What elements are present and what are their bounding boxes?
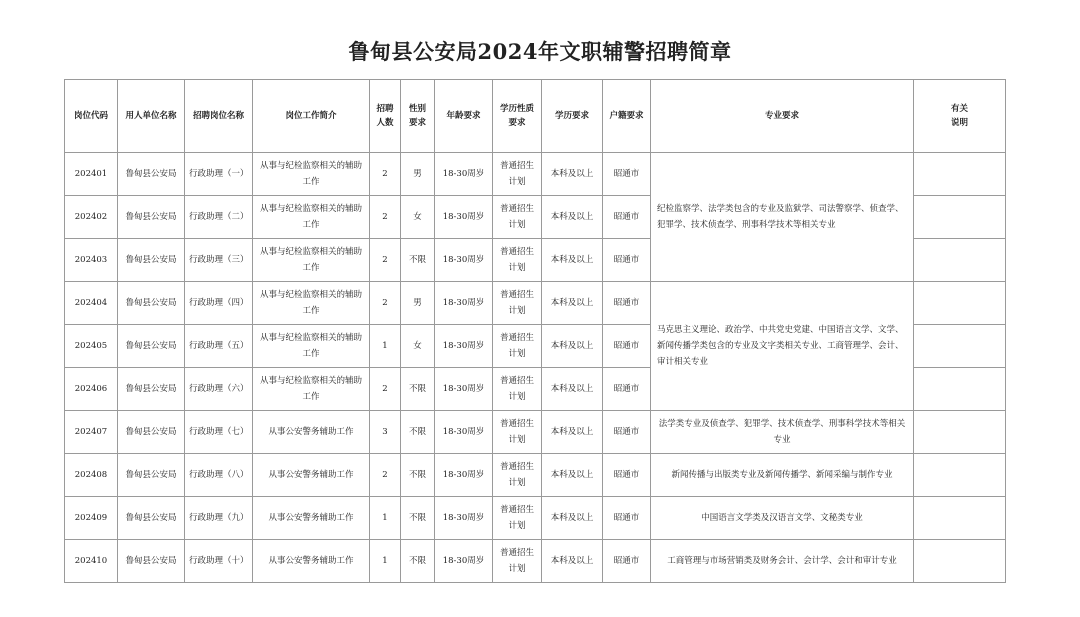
cell-count: 1	[370, 325, 401, 368]
cell-edu-type: 普通招生计划	[493, 196, 542, 239]
cell-gender: 不限	[401, 540, 435, 583]
cell-desc: 从事公安警务辅助工作	[253, 454, 370, 497]
header-edu-type-line1: 学历性质	[499, 104, 534, 114]
cell-code: 202409	[65, 497, 118, 540]
cell-position: 行政助理（八）	[185, 454, 253, 497]
cell-notes	[914, 153, 1006, 196]
cell-gender: 不限	[401, 239, 435, 282]
cell-desc: 从事公安警务辅助工作	[253, 411, 370, 454]
cell-edu-type: 普通招生计划	[493, 368, 542, 411]
cell-edu: 本科及以上	[542, 153, 603, 196]
cell-gender: 女	[401, 325, 435, 368]
cell-notes	[914, 454, 1006, 497]
cell-desc: 从事与纪检监察相关的辅助工作	[253, 282, 370, 325]
cell-code: 202403	[65, 239, 118, 282]
header-notes-line2: 说明	[950, 118, 968, 128]
cell-position: 行政助理（一）	[185, 153, 253, 196]
cell-hukou: 昭通市	[603, 540, 651, 583]
cell-age: 18-30周岁	[435, 325, 493, 368]
major-text-1: 纪检监察学、法学类包含的专业及监狱学、司法警察学、侦查学、犯罪学、技术侦查学、刑事科学技术等相关专业	[657, 204, 904, 230]
cell-count: 1	[370, 497, 401, 540]
cell-unit: 鲁甸县公安局	[118, 454, 185, 497]
cell-desc: 从事与纪检监察相关的辅助工作	[253, 239, 370, 282]
cell-hukou: 昭通市	[603, 325, 651, 368]
cell-edu-type: 普通招生计划	[493, 325, 542, 368]
cell-code: 202410	[65, 540, 118, 583]
cell-gender: 不限	[401, 454, 435, 497]
header-position: 招聘岗位名称	[185, 80, 253, 153]
cell-count: 2	[370, 196, 401, 239]
table-row	[65, 411, 1006, 454]
header-major: 专业要求	[651, 80, 914, 153]
cell-unit: 鲁甸县公安局	[118, 196, 185, 239]
cell-desc: 从事公安警务辅助工作	[253, 540, 370, 583]
cell-count: 3	[370, 411, 401, 454]
cell-code: 202401	[65, 153, 118, 196]
cell-desc: 从事与纪检监察相关的辅助工作	[253, 325, 370, 368]
major-text-5: 中国语言文学类及汉语言文学、文秘类专业	[701, 513, 863, 523]
cell-count: 2	[370, 454, 401, 497]
cell-hukou: 昭通市	[603, 239, 651, 282]
recruitment-table	[64, 79, 1006, 583]
header-gender	[401, 80, 435, 153]
cell-age: 18-30周岁	[435, 540, 493, 583]
cell-position: 行政助理（七）	[185, 411, 253, 454]
cell-edu: 本科及以上	[542, 540, 603, 583]
cell-notes	[914, 368, 1006, 411]
cell-edu: 本科及以上	[542, 497, 603, 540]
header-row	[65, 80, 1006, 153]
cell-edu-type: 普通招生计划	[493, 282, 542, 325]
cell-age: 18-30周岁	[435, 497, 493, 540]
cell-unit: 鲁甸县公安局	[118, 497, 185, 540]
header-desc: 岗位工作简介	[253, 80, 370, 153]
table-row	[65, 454, 1006, 497]
cell-hukou: 昭通市	[603, 368, 651, 411]
cell-hukou: 昭通市	[603, 282, 651, 325]
cell-gender: 女	[401, 196, 435, 239]
cell-age: 18-30周岁	[435, 368, 493, 411]
table-row	[65, 540, 1006, 583]
cell-unit: 鲁甸县公安局	[118, 325, 185, 368]
cell-age: 18-30周岁	[435, 239, 493, 282]
cell-notes	[914, 497, 1006, 540]
cell-code: 202404	[65, 282, 118, 325]
cell-unit: 鲁甸县公安局	[118, 239, 185, 282]
header-count-line1: 招聘	[376, 104, 394, 114]
cell-edu: 本科及以上	[542, 454, 603, 497]
cell-notes	[914, 282, 1006, 325]
cell-hukou: 昭通市	[603, 497, 651, 540]
cell-notes	[914, 196, 1006, 239]
cell-desc: 从事与纪检监察相关的辅助工作	[253, 368, 370, 411]
cell-edu: 本科及以上	[542, 282, 603, 325]
cell-gender: 不限	[401, 411, 435, 454]
cell-position: 行政助理（九）	[185, 497, 253, 540]
cell-position: 行政助理（四）	[185, 282, 253, 325]
header-edu: 学历要求	[542, 80, 603, 153]
header-count	[370, 80, 401, 153]
cell-unit: 鲁甸县公安局	[118, 368, 185, 411]
cell-code: 202407	[65, 411, 118, 454]
cell-gender: 男	[401, 153, 435, 196]
cell-position: 行政助理（十）	[185, 540, 253, 583]
header-hukou: 户籍要求	[603, 80, 651, 153]
cell-hukou: 昭通市	[603, 411, 651, 454]
cell-desc: 从事与纪检监察相关的辅助工作	[253, 153, 370, 196]
page-title: 鲁甸县公安局2024年文职辅警招聘简章	[348, 39, 732, 64]
header-code: 岗位代码	[65, 80, 118, 153]
cell-code: 202405	[65, 325, 118, 368]
cell-hukou: 昭通市	[603, 196, 651, 239]
cell-edu: 本科及以上	[542, 196, 603, 239]
cell-age: 18-30周岁	[435, 411, 493, 454]
header-unit: 用人单位名称	[118, 80, 185, 153]
cell-count: 2	[370, 153, 401, 196]
cell-age: 18-30周岁	[435, 454, 493, 497]
header-edu-type	[493, 80, 542, 153]
cell-major-group-2	[651, 282, 914, 411]
header-age: 年龄要求	[435, 80, 493, 153]
cell-major	[651, 540, 914, 583]
cell-age: 18-30周岁	[435, 282, 493, 325]
header-notes-line1: 有关	[950, 104, 968, 114]
cell-code: 202402	[65, 196, 118, 239]
cell-gender: 不限	[401, 368, 435, 411]
cell-notes	[914, 239, 1006, 282]
cell-position: 行政助理（五）	[185, 325, 253, 368]
cell-edu-type: 普通招生计划	[493, 454, 542, 497]
cell-desc: 从事公安警务辅助工作	[253, 497, 370, 540]
table-row	[65, 282, 1006, 325]
cell-edu: 本科及以上	[542, 239, 603, 282]
header-gender-line1: 性别	[408, 104, 426, 114]
cell-code: 202408	[65, 454, 118, 497]
major-text-3: 法学类专业及侦查学、犯罪学、技术侦查学、刑事科学技术等相关专业	[658, 419, 906, 445]
cell-age: 18-30周岁	[435, 196, 493, 239]
cell-position: 行政助理（三）	[185, 239, 253, 282]
cell-age: 18-30周岁	[435, 153, 493, 196]
cell-notes	[914, 540, 1006, 583]
cell-notes	[914, 411, 1006, 454]
major-text-6: 工商管理与市场营销类及财务会计、会计学、会计和审计专业	[667, 556, 897, 566]
major-text-4: 新闻传播与出版类专业及新闻传播学、新闻采编与制作专业	[671, 470, 893, 480]
cell-unit: 鲁甸县公安局	[118, 411, 185, 454]
cell-gender: 不限	[401, 497, 435, 540]
cell-notes	[914, 325, 1006, 368]
cell-unit: 鲁甸县公安局	[118, 282, 185, 325]
cell-hukou: 昭通市	[603, 153, 651, 196]
header-notes	[914, 80, 1006, 153]
cell-gender: 男	[401, 282, 435, 325]
cell-edu-type: 普通招生计划	[493, 540, 542, 583]
cell-edu-type: 普通招生计划	[493, 153, 542, 196]
cell-edu: 本科及以上	[542, 411, 603, 454]
table-row	[65, 497, 1006, 540]
cell-position: 行政助理（二）	[185, 196, 253, 239]
cell-major-group-1	[651, 153, 914, 282]
cell-edu: 本科及以上	[542, 368, 603, 411]
cell-unit: 鲁甸县公安局	[118, 540, 185, 583]
cell-edu: 本科及以上	[542, 325, 603, 368]
cell-edu-type: 普通招生计划	[493, 411, 542, 454]
header-count-line2: 人数	[376, 118, 394, 128]
cell-hukou: 昭通市	[603, 454, 651, 497]
cell-desc: 从事与纪检监察相关的辅助工作	[253, 196, 370, 239]
table-row	[65, 153, 1006, 196]
cell-edu-type: 普通招生计划	[493, 497, 542, 540]
cell-major	[651, 411, 914, 454]
major-text-2: 马克思主义理论、政治学、中共党史党建、中国语言文学、文学、新闻传播学类包含的专业及文字类相关专业、工商管理学、会计、审计相关专业	[657, 325, 904, 367]
cell-major	[651, 497, 914, 540]
cell-position: 行政助理（六）	[185, 368, 253, 411]
cell-count: 2	[370, 282, 401, 325]
cell-major	[651, 454, 914, 497]
cell-count: 2	[370, 368, 401, 411]
cell-unit: 鲁甸县公安局	[118, 153, 185, 196]
cell-count: 1	[370, 540, 401, 583]
cell-code: 202406	[65, 368, 118, 411]
cell-edu-type: 普通招生计划	[493, 239, 542, 282]
cell-count: 2	[370, 239, 401, 282]
header-gender-line2: 要求	[408, 118, 426, 128]
header-edu-type-line2: 要求	[508, 118, 526, 128]
